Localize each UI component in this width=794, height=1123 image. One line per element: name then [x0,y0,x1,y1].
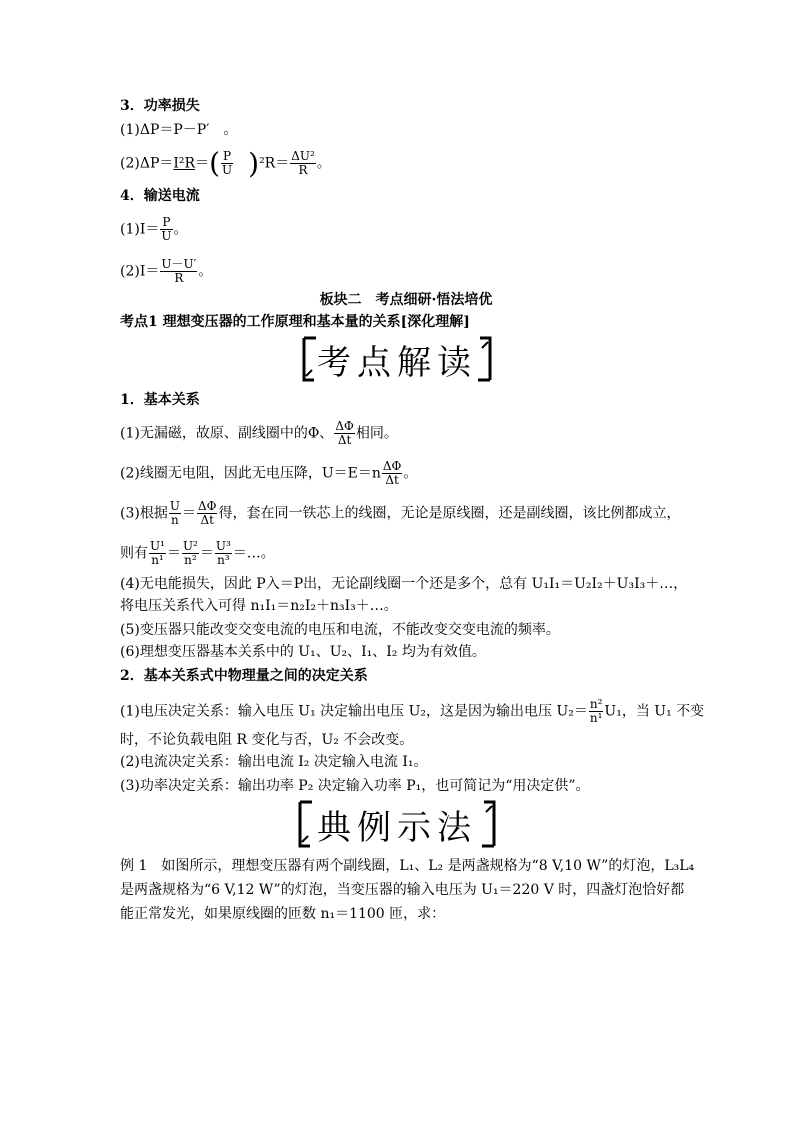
example-line-3: 能正常发光，如果原线圈的匝数 n₁＝1100 匝，求： [120,906,446,922]
fraction-n2-n1: $\frac{\text{n²}}{\text{n¹}}$ [589,697,603,725]
section-4-line-2: (2)I＝ $\frac{U-U'}{R}$ 。 [120,257,213,285]
fraction-u-n: $\frac{U}{n}$ [169,499,180,527]
decide-title: 2．基本关系式中物理量之间的决定关系 [120,668,368,684]
section-4-title: 4．输送电流 [120,188,200,204]
block-heading: 板块二 考点细研·悟法培优 [319,292,493,308]
basic-p2: (2)线圈无电阻，因此无电压降，U＝E＝n $\frac{\Delta\Phi}{\Delta t}$ 。 [120,459,418,487]
basic-title: 1．基本关系 [120,392,200,408]
fraction-dphi-dt: $\frac{\Delta\Phi}{\Delta t}$ [197,499,217,527]
formula-eq: ＝ [195,155,210,172]
banner-text: 典例示法 [317,807,477,848]
fraction-p-over-u: $\frac{P}{U}$ [222,149,233,177]
decide-p3: (3)功率决定关系：输出功率 P₂ 决定输入功率 P₁，也可简记为“用决定供”。 [120,778,590,794]
section-3-title: 3．功率损失 [120,98,200,114]
fraction-dphi-dt: $\frac{\Delta\Phi}{\Delta t}$ [335,419,354,447]
formula-prefix: (2)ΔP＝ [120,155,174,172]
fraction-dphi-dt: $\frac{\Delta\Phi}{\Delta t}$ [382,459,402,487]
banner-kaodian-jiedu [302,336,492,382]
fraction-du2-over-r: $\frac{\text{ΔU²}}{R}$ [291,149,315,177]
left-paren: ( [209,146,220,180]
basic-p3: (3)根据 $\frac{U}{n}$ ＝ $\frac{\Delta\Phi}{\Delta t}$ 得，套在同一铁芯上的线圈，无论是原线圈，还是副线圈，该比例都成立， [120,499,681,527]
fraction-p-over-u: $\frac{P}{U}$ [161,215,172,243]
formula-i2r: I²R [173,155,196,172]
section-3-line-1: (1)ΔP＝P－P′ 。 [120,122,238,138]
section-4-line-1: (1)I＝ $\frac{P}{U}$ 。 [120,215,188,243]
banner-text: 考点解读 [317,342,477,383]
basic-p5: (5)变压器只能改变交变电流的电压和电流，不能改变交变电流的频率。 [120,622,560,638]
fraction-du-over-r: $\frac{U-U'}{R}$ [161,257,197,285]
kaodian-heading: 考点1 理想变压器的工作原理和基本量的关系[深化理解] [120,314,470,330]
basic-p1: (1)无漏磁，故原、副线圈中的Φ、 $\frac{\Delta\Phi}{\Delta t}$ 相同。 [120,419,398,447]
right-paren: ) [248,146,260,180]
banner-dianli-shifa [298,800,496,848]
decide-p1: (1)电压决定关系：输入电压 U₁ 决定输出电压 U₂，这是因为输出电压 U₂＝ $\frac{\text{n²}}{\text{n¹}}$ U₁，当 U₁ 不变 [120,697,705,725]
decide-p2: (2)电流决定关系：输出电流 I₂ 决定输入电流 I₁。 [120,754,428,770]
basic-p4: (4)无电能损失，因此 P入＝P出，无论副线圈一个还是多个，总有 U₁I₁＝U₂I₂＋U₃I₃＋…， [120,576,688,592]
basic-p4b: 将电压关系代入可得 n₁I₁＝n₂I₂＋n₃I₃＋…。 [120,598,398,614]
example-line-2: 是两盏规格为“6 V,12 W”的灯泡，当变压器的输入电压为 U₁＝220 V 时，四盏灯泡恰好都 [120,882,685,898]
decide-p1b: 时，不论负载电阻 R 变化与否，U₂ 不会改变。 [120,732,414,748]
basic-p3b: 则有 $\frac{\text{U¹}}{\text{n¹}}$ ＝ $\frac{\text{U²}}{\text{n²}}$ ＝ $\frac{\text{U³}}{\text{n³}}$ ＝…。 [120,539,275,567]
section-3-line-2: (2)ΔP＝I²R＝( $\frac{P}{U}$ )²R＝ $\frac{\text{ΔU²}}{R}$ 。 [120,146,331,180]
example-line-1: 例 1 如图所示，理想变压器有两个副线圈，L₁、L₂ 是两盏规格为“8 V,10 W”的灯泡，L₃L₄ [120,858,695,874]
formula-mid: ²R＝ [259,155,290,172]
basic-p6: (6)理想变压器基本关系中的 U₁、U₂、I₁、I₂ 均为有效值。 [120,644,486,660]
